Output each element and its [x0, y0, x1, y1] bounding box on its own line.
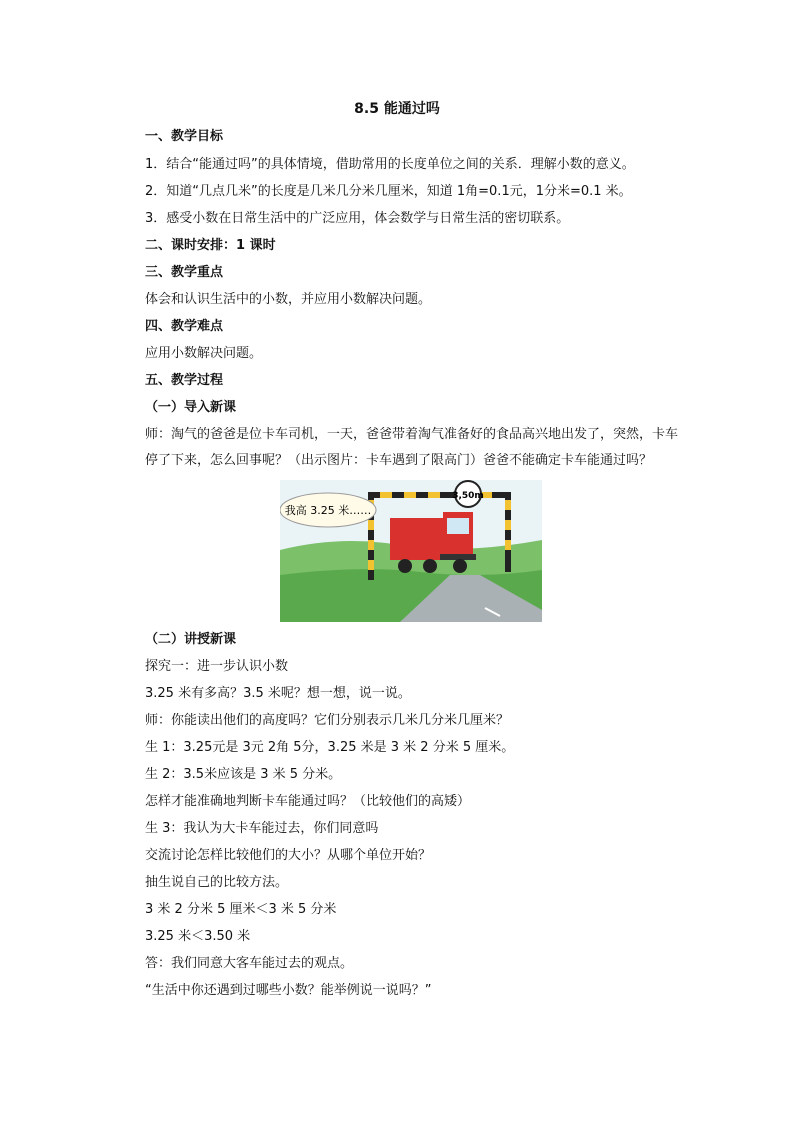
new-lesson-heading: （二）讲授新课: [145, 632, 237, 647]
answer: 答：我们同意大客车能过去的观点。: [145, 956, 354, 971]
page-title: 8.5 能通过吗: [354, 101, 440, 117]
height-limit-sign: 3,50m: [452, 491, 484, 501]
student-2: 生 2：3.5米应该是 3 米 5 分米。: [145, 767, 342, 782]
comparison-1: 3 米 2 分米 5 厘米＜3 米 5 分米: [145, 902, 337, 917]
teacher-question: 师：你能读出他们的高度吗？它们分别表示几米几分米几厘米？: [145, 713, 510, 728]
student-3: 生 3：我认为大卡车能过去，你们同意吗: [145, 821, 379, 836]
difficulty-heading: 四、教学难点: [145, 319, 224, 334]
goal-2: 2．知道“几点几米”的长度是几米几分米几厘米，知道 1角=0.1元，1分米=0.1 米。: [145, 184, 632, 199]
goals-heading: 一、教学目标: [145, 129, 224, 144]
explore-1: 探究一：进一步认识小数: [145, 659, 289, 674]
goal-3: 3．感受小数在日常生活中的广泛应用，体会数学与日常生活的密切联系。: [145, 211, 570, 226]
process-heading: 五、教学过程: [145, 373, 224, 388]
difficulty-text: 应用小数解决问题。: [145, 346, 263, 361]
goal-1: 1．结合“能通过吗”的具体情境，借助常用的长度单位之间的关系．理解小数的意义。: [145, 157, 635, 172]
judge-question: 怎样才能准确地判断卡车能通过吗？（比较他们的高矮）: [145, 794, 471, 809]
focus-text: 体会和认识生活中的小数，并应用小数解决问题。: [145, 292, 432, 307]
comparison-2: 3.25 米＜3.50 米: [145, 929, 251, 944]
method: 抽生说自己的比较方法。: [145, 875, 289, 890]
discussion: 交流讨论怎样比较他们的大小？从哪个单位开始？: [145, 848, 432, 863]
focus-heading: 三、教学重点: [145, 265, 224, 280]
schedule-heading: 二、课时安排：1 课时: [145, 238, 276, 253]
intro-heading: （一）导入新课: [145, 400, 237, 415]
speech-bubble-text: 我高 3.25 米……: [284, 504, 372, 517]
closing-question: “生活中你还遇到过哪些小数？能举例说一说吗？”: [145, 983, 432, 998]
question-1: 3.25 米有多高？3.5 米呢？想一想，说一说。: [145, 686, 411, 701]
intro-text: 师：淘气的爸爸是位卡车司机，一天，爸爸带着淘气准备好的食品高兴地出发了，突然，卡车停了下来，怎么回事呢？（出示图片：卡车遇到了限高门）爸爸不能确定卡车能通过吗？: [145, 427, 679, 468]
truck-height-gate-illustration: [280, 480, 542, 622]
student-1: 生 1：3.25元是 3元 2角 5分，3.25 米是 3 米 2 分米 5 厘米。: [145, 740, 515, 755]
